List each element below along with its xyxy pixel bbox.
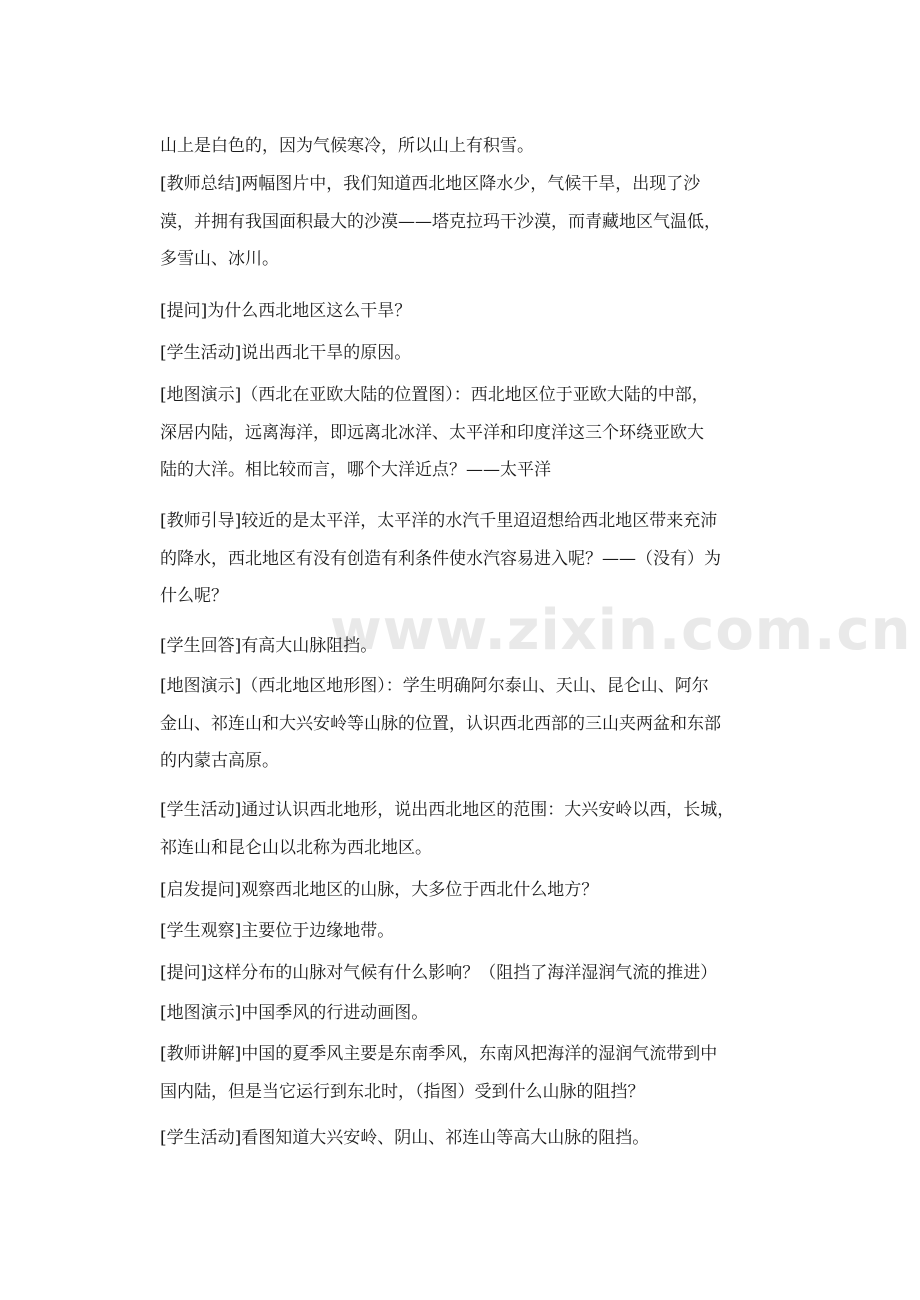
text-line: 国内陆，但是当它运行到东北时，（指图）受到什么山脉的阻挡？: [160, 1081, 645, 1102]
text-line: 的内蒙古高原。: [160, 751, 279, 771]
text-line: [学生回答]有高大山脉阻挡。: [160, 636, 378, 656]
text-line: [学生观察]主要位于边缘地带。: [160, 921, 395, 941]
text-line: 漠，并拥有我国面积最大的沙漠——塔克拉玛干沙漠，而青藏地区气温低，: [160, 211, 721, 232]
watermark: www.zixin.com.cn: [330, 598, 912, 663]
paragraph-teacher-guide: [160, 503, 770, 616]
text-line: 山上是白色的，因为气候寒冷，所以山上有积雪。: [160, 136, 534, 156]
paragraph-student-answer: [160, 628, 770, 666]
paragraph-student-activity: [160, 335, 770, 373]
text-line: 金山、祁连山和大兴安岭等山脉的位置，认识西北西部的三山夹两盆和东部: [160, 713, 721, 734]
paragraph-prompt-question: [160, 872, 770, 910]
text-line: [地图演示]中国季风的行进动画图。: [160, 1003, 429, 1023]
paragraph-map-demo: [160, 668, 770, 781]
text-line: [教师总结]两幅图片中，我们知道西北地区降水少，气候干旱，出现了沙: [160, 174, 701, 194]
text-line: [学生活动]通过认识西北地形，说出西北地区的范围：大兴安岭以西，长城，: [160, 800, 735, 820]
paragraph: [160, 128, 770, 166]
text-line: 陆的大洋。相比较而言，哪个大洋近点？——太平洋: [160, 460, 551, 480]
paragraph-student-activity: [160, 792, 770, 867]
text-line: [提问]为什么西北地区这么干旱？: [160, 301, 412, 321]
text-line: [地图演示]（西北地区地形图）：学生明确阿尔泰山、天山、昆仑山、阿尔: [160, 676, 709, 696]
text-line: [教师引导]较近的是太平洋，太平洋的水汽千里迢迢想给西北地区带来充沛: [160, 511, 718, 531]
text-line: 的降水，西北地区有没有创造有利条件使水汽容易进入呢？——（没有）为: [160, 548, 721, 569]
text-line: 祁连山和昆仑山以北称为西北地区。: [160, 837, 432, 858]
text-line: [提问]这样分布的山脉对气候有什么影响？（阻挡了海洋湿润气流的推进）: [160, 963, 718, 983]
text-line: [地图演示]（西北在亚欧大陆的位置图）：西北地区位于亚欧大陆的中部，: [160, 385, 709, 405]
paragraph-student-activity: [160, 1120, 770, 1158]
text-line: 深居内陆，远离海洋，即远离北冰洋、太平洋和印度洋这三个环绕亚欧大: [160, 422, 704, 443]
paragraph-teacher-summary: [160, 166, 770, 279]
text-line: 多雪山、冰川。: [160, 249, 279, 269]
paragraph-map-demo: [160, 377, 770, 490]
paragraph-question: [160, 293, 770, 331]
text-line: [学生活动]说出西北干旱的原因。: [160, 343, 412, 363]
text-line: [学生活动]看图知道大兴安岭、阴山、祁连山等高大山脉的阻挡。: [160, 1128, 650, 1148]
text-line: [教师讲解]中国的夏季风主要是东南季风，东南风把海洋的湿润气流带到中: [160, 1044, 718, 1064]
text-line: 什么呢？: [160, 586, 228, 606]
paragraph-teacher-explain: [160, 1036, 770, 1111]
paragraph-student-observe: [160, 913, 770, 951]
paragraph-question: [160, 955, 770, 993]
text-line: [启发提问]观察西北地区的山脉，大多位于西北什么地方？: [160, 880, 599, 900]
paragraph-map-demo: [160, 995, 770, 1033]
